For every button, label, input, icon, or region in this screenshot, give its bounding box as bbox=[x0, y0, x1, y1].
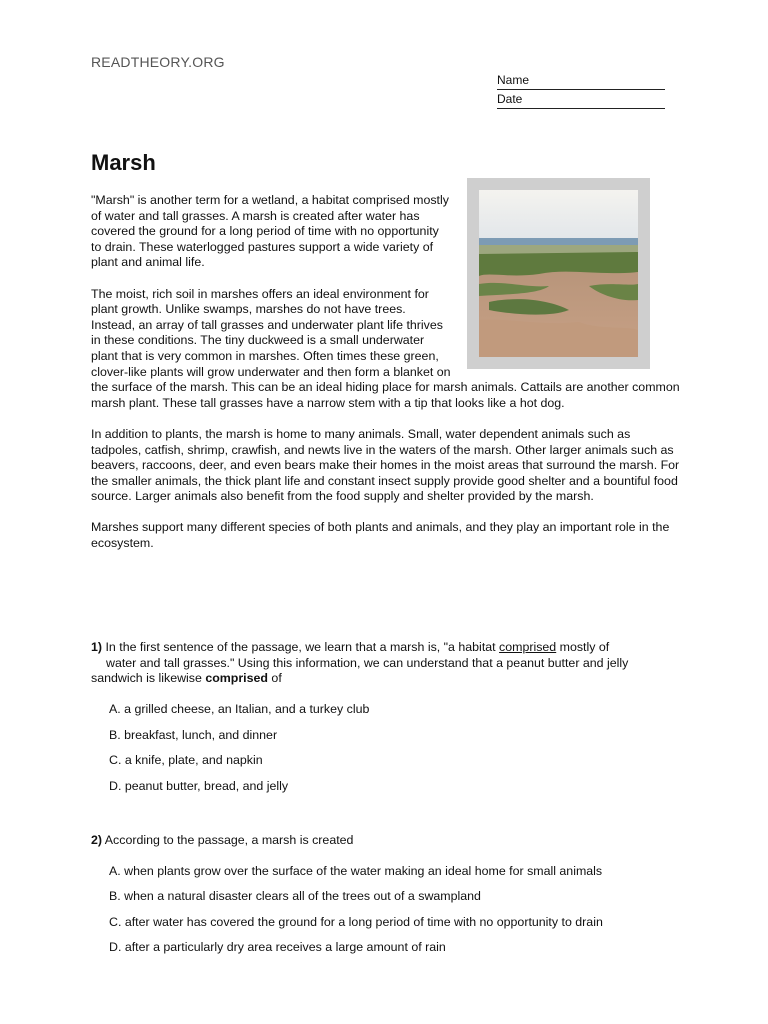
question-number: 2) bbox=[91, 833, 103, 847]
answer-option[interactable]: A. when plants grow over the surface of the water making an ideal home for small animals bbox=[109, 864, 603, 878]
question-text: sandwich is likewise bbox=[91, 671, 206, 686]
answer-option[interactable]: C. a knife, plate, and napkin bbox=[109, 753, 263, 767]
passage bbox=[91, 193, 683, 567]
name-field[interactable] bbox=[497, 73, 665, 90]
image-wrap-spacer bbox=[452, 193, 683, 374]
answer-option[interactable]: B. when a natural disaster clears all of the trees out of a swampland bbox=[109, 889, 481, 903]
bold-word: comprised bbox=[205, 671, 268, 686]
question-text: In the first sentence of the passage, we learn that a marsh is, "a habitat bbox=[105, 640, 500, 654]
underlined-word: comprised bbox=[499, 640, 557, 654]
question-1 bbox=[91, 640, 683, 687]
date-label: Date bbox=[497, 92, 523, 106]
question-2 bbox=[91, 833, 683, 849]
answer-option[interactable]: B. breakfast, lunch, and dinner bbox=[109, 728, 278, 742]
question-text: water and tall grasses." Using this information, we can understand that a peanut butter and jelly bbox=[106, 655, 629, 670]
site-name: READTHEORY.ORG bbox=[91, 54, 225, 70]
page-title: Marsh bbox=[91, 150, 156, 175]
answer-option[interactable]: D. peanut butter, bread, and jelly bbox=[109, 779, 289, 793]
question-text: According to the passage, a marsh is created bbox=[104, 833, 354, 847]
answer-option[interactable]: C. after water has covered the ground for a long period of time with no opportunity to drain bbox=[109, 915, 603, 929]
passage-paragraph: In addition to plants, the marsh is home to many animals. Small, water dependent animals such as tadpoles, catfish, shrimp, crawfish, and newts live in the waters of the marsh. Other larger animals such as beavers, raccoons, deer, and even bears make their homes in the moist areas that surround the marsh. For the smaller animals, the thick plant life and constant insect supply provide good shelter and a bountiful food source. Larger animals also benefit from the food supply and shelter provided by the marsh. bbox=[91, 426, 680, 504]
question-text: mostly of bbox=[556, 640, 610, 654]
name-label: Name bbox=[497, 73, 530, 87]
date-field[interactable] bbox=[497, 92, 665, 109]
answer-option[interactable]: A. a grilled cheese, an Italian, and a turkey club bbox=[109, 702, 370, 716]
question-number: 1) bbox=[91, 640, 103, 654]
answer-option[interactable]: D. after a particularly dry area receives a large amount of rain bbox=[109, 940, 446, 954]
passage-paragraph: "Marsh" is another term for a wetland, a habitat comprised mostly of water and tall grasses. A marsh is created after water has covered the ground for a long period of time with no opportunity to drain. These waterlogged pastures support a wide variety of plant and animal life. bbox=[91, 193, 449, 270]
question-text: of bbox=[267, 671, 282, 686]
passage-paragraph: The moist, rich soil in marshes offers an ideal environment for plant growth. Unlike swamps, marshes do not have trees. Instead, an array of tall grasses and underwater plant life thrives in these conditions. The tiny duckweed is a small underwater plant that is very common in marshes. Often times these green, clover-like plants will grow underwater and then form a blanket on the surface of the marsh. This can be an ideal hiding place for marsh animals. Cattails are another common marsh plant. These tall grasses have a narrow stem with a tip that looks like a hot dog. bbox=[91, 286, 680, 410]
passage-paragraph: Marshes support many different species of both plants and animals, and they play an important role in the ecosystem. bbox=[91, 520, 670, 551]
